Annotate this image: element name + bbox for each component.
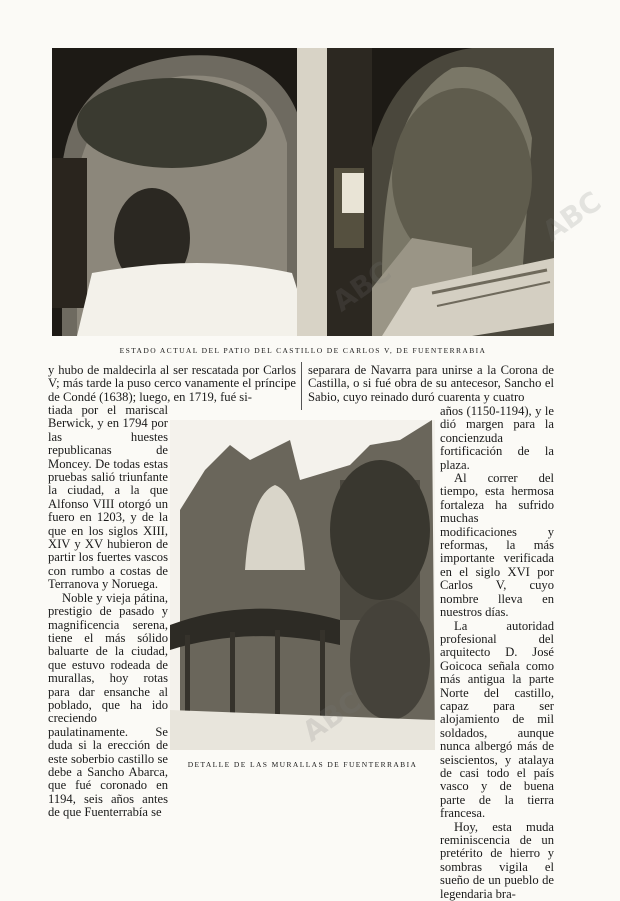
paragraph: tiada por el mariscal Berwick, y en 1794 por las huestes republicanas de Moncey. De todas estas pruebas salió triunfante la ciudad, a la que Alfonso VIII otorgó un fuero en 1203, y de la que en los siglos XIII, XIV y XV hubieron de partir los fuertes vascos con rumbo a costas de Terranova y Noruega. — [48, 403, 168, 592]
top-photo-caption: ESTADO ACTUAL DEL PATIO DEL CASTILLO DE CARLOS V, DE FUENTERRABIA — [119, 346, 487, 355]
right-column-narrow — [440, 405, 554, 901]
paragraph: separara de Navarra para unirse a la Corona de Castilla, o si fué obra de su antecesor, Sancho el Sabio, cuyo reinado duró cuarenta y cuatro — [308, 363, 554, 404]
paragraph: La autoridad profesional del arquitecto D. José Goicoca señala como más antigua la parte Norte del castillo, capaz para ser alojamiento de mil soldados, aunque nunca albergó más de seiscientos, y atalaya de casi todo el país vasco y de buena parte de la tierra francesa. — [440, 618, 554, 821]
paragraph: Noble y vieja pátina, prestigio de pasado y magnificencia serena, tiene el más sólido baluarte de la ciudad, que estuvo rodeada de murallas, hoy rotas para dar ensanche al poblado, que ha ido creciendo paulatinamente. Se duda si la erección de este soberbio castillo se debe a Sancho Abarca, que fué coronado en 1194, seis años antes de que Fuenterrabía se — [48, 590, 168, 820]
courtyard-photo — [52, 48, 554, 336]
bottom-photo-caption: DETALLE DE LAS MURALLAS DE FUENTERRABIA — [187, 760, 418, 769]
watermark: ABC — [536, 184, 608, 249]
column-divider — [301, 362, 302, 410]
paragraph: y hubo de maldecirla al ser rescatada por Carlos V; más tarde la puso cerco vanamente el príncipe de Condé (1638); luego, en 1719, fué si- — [48, 363, 296, 404]
paragraph: Al correr del tiempo, esta hermosa fortaleza ha sufrido muchas modificaciones y reformas, la más importante verificada en el siglo XVI por Carlos V, cuyo nombre lleva en nuestros días. — [440, 471, 554, 620]
left-column-narrow — [48, 404, 168, 820]
paragraph: años (1150-1194), y le dió margen para la concienzuda fortificación de la plaza. — [440, 404, 554, 472]
right-column-top — [308, 364, 554, 404]
left-column-top — [48, 364, 296, 404]
paragraph: Hoy, esta muda reminiscencia de un pretérito de hierro y sombras vigila el sueño de un pueblo de legendaria bra- — [440, 819, 554, 901]
walls-photo — [170, 420, 435, 750]
